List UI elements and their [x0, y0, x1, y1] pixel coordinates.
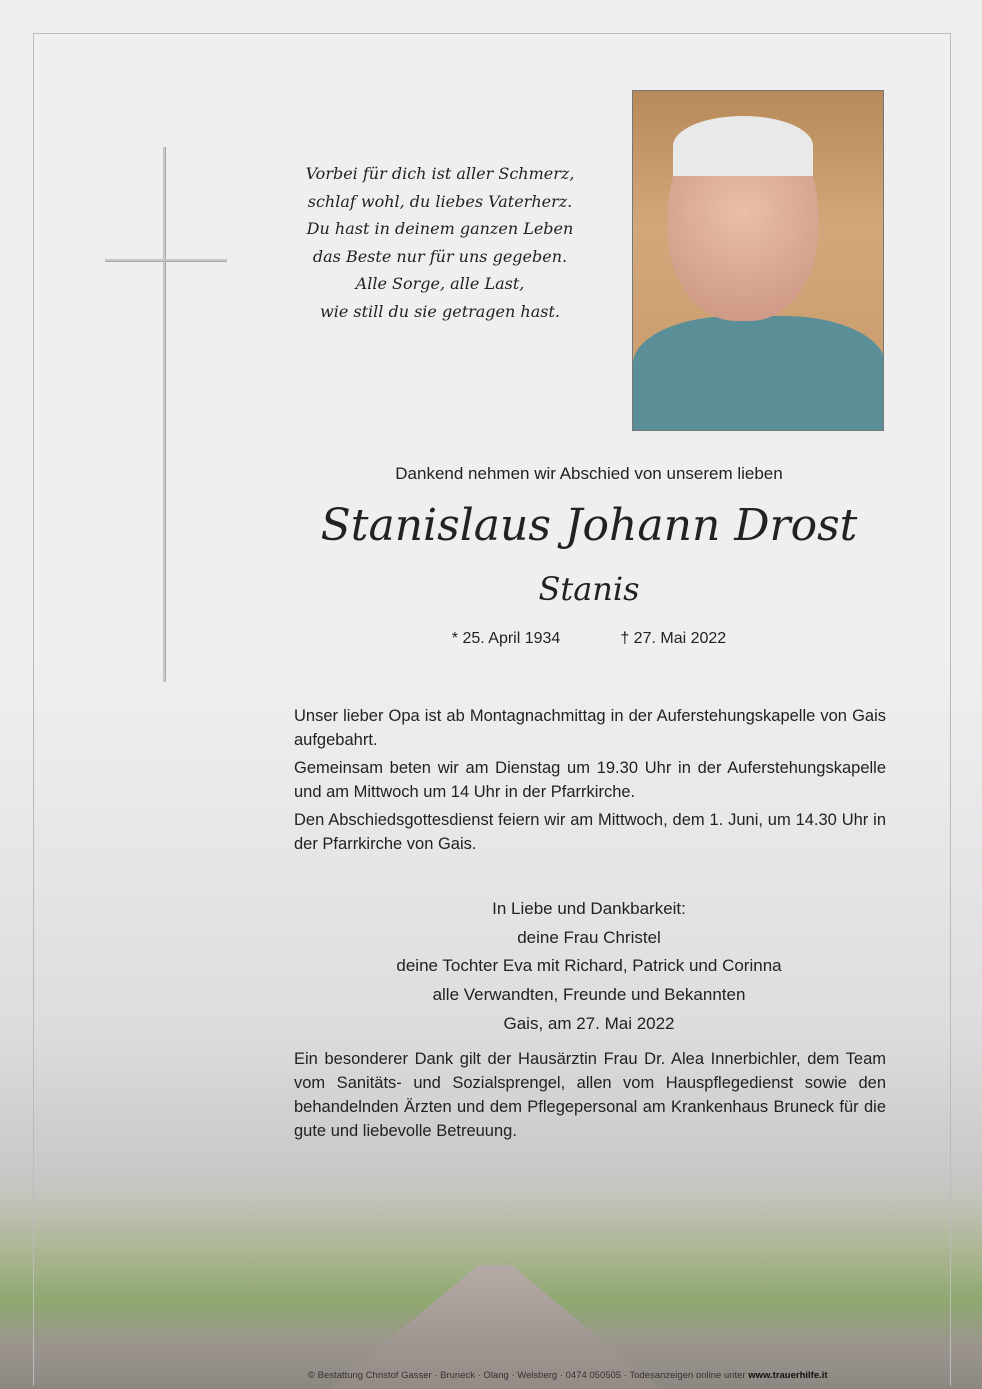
- mourner-line: deine Frau Christel: [517, 927, 661, 947]
- footer-link[interactable]: www.trauerhilfe.it: [748, 1370, 828, 1381]
- footer: [308, 1370, 828, 1381]
- cross-icon: [163, 147, 166, 682]
- poem-line: Vorbei für dich ist aller Schmerz,: [305, 164, 575, 183]
- poem-line: wie still du sie getragen hast.: [320, 301, 560, 321]
- nickname: Stanis: [538, 570, 640, 608]
- death-date: † 27. Mai 2022: [620, 630, 727, 647]
- paragraph: Den Abschiedsgottesdienst feiern wir am Mittwoch, dem 1. Juni, um 14.30 Uhr in der Pfarrkirche von Gais.: [294, 811, 886, 853]
- mourner-line: alle Verwandten, Freunde und Bekannten: [432, 984, 746, 1004]
- cross-icon-bar: [105, 259, 227, 262]
- footer-text: © Bestattung Christof Gasser · Bruneck · Olang · Welsberg · 0474 050505 · Todesanzeigen online unter: [308, 1370, 746, 1381]
- poem-line: Alle Sorge, alle Last,: [355, 274, 525, 293]
- mourners: [294, 895, 884, 1009]
- mourner-line: In Liebe und Dankbarkeit:: [492, 899, 686, 918]
- birth-date: * 25. April 1934: [451, 630, 561, 647]
- poem-line: schlaf wohl, du liebes Vaterherz.: [307, 191, 573, 211]
- paragraph: Gemeinsam beten wir am Dienstag um 19.30 Uhr in der Auferstehungskapelle und am Mittwoch um 14 Uhr in der Pfarrkirche.: [294, 759, 886, 801]
- poem-line: Du hast in deinem ganzen Leben: [306, 219, 574, 238]
- thanks-paragraph: Ein besonderer Dank gilt der Hausärztin Frau Dr. Alea Innerbichler, dem Team vom Sanitäts- und Sozialsprengel, allen vom Hauspflegedienst sowie den behandelnden Ärzten und dem Pflegepersonal am Krankenhaus Bruneck für die gute und liebevolle Betreuung.: [294, 1050, 886, 1140]
- mourner-line: deine Tochter Eva mit Richard, Patrick und Corinna: [396, 956, 782, 975]
- poem: [270, 160, 610, 325]
- poem-line: das Beste nur für uns gegeben.: [312, 246, 568, 266]
- intro-text: Dankend nehmen wir Abschied von unserem lieben: [395, 464, 783, 483]
- deceased-name: Stanislaus Johann Drost: [320, 500, 858, 551]
- portrait-photo: [632, 90, 884, 431]
- place-date: Gais, am 27. Mai 2022: [503, 1014, 675, 1033]
- paragraph: Unser lieber Opa ist ab Montagnachmittag in der Auferstehungskapelle von Gais aufgebahrt.: [294, 707, 886, 749]
- life-dates: [294, 630, 884, 648]
